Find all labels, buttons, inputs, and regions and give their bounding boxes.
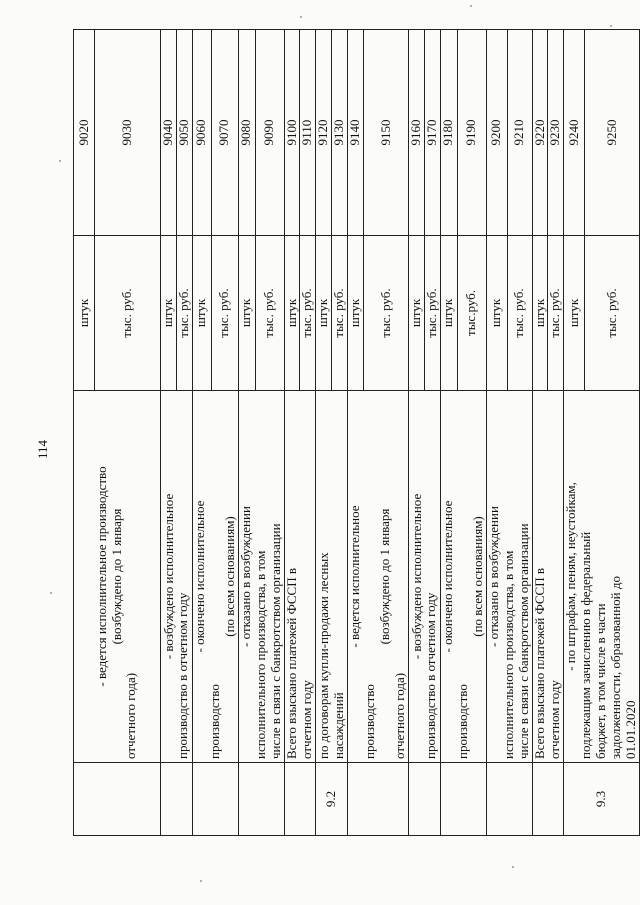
line-code-cell: 9040 [161,30,177,236]
table-row [161,30,177,836]
scan-speck [59,160,61,162]
description-line: (по всем основаниям) [221,516,237,637]
table-row [284,30,300,836]
table-row [316,30,332,836]
rotated-table-container [73,30,639,836]
description-line: числе в связи с банкротством организации [267,523,283,759]
section-number-cell [440,763,486,836]
line-code-cell: 9190 [457,30,486,236]
scan-speck [200,880,202,882]
section-number-cell [238,763,284,836]
scan-speck [610,25,612,27]
scan-speck [512,866,514,868]
section-number-cell [532,763,564,836]
unit-cell: штук [532,236,548,391]
indicator-description-cell [74,391,161,763]
line-code-cell: 9110 [300,30,316,236]
unit-cell: тыс. руб. [332,236,348,391]
unit-cell: штук [486,236,508,391]
section-number-cell [161,763,193,836]
description-line: - окончено исполнительное [439,500,455,653]
unit-cell: тыс. руб. [211,236,238,391]
line-code-cell: 9170 [424,30,440,236]
page-number: 114 [35,440,50,460]
unit-cell: тыс. руб. [176,236,192,391]
indicator-description-cell [409,391,441,763]
section-number-cell: 9.2 [316,763,348,836]
table-row [440,30,457,836]
scan-speck [50,592,52,594]
unit-cell: тыс. руб. [95,236,161,391]
description-line: - возбуждено исполнительное [160,493,176,660]
table-row [238,30,255,836]
line-code-cell: 9050 [176,30,192,236]
description-line: 01.01.2020 [623,700,639,759]
indicator-description-cell [192,391,238,763]
description-line: по договорам купли-продажи лесных [315,552,331,759]
description-line: отчетном году [546,680,562,759]
line-code-cell: 9140 [348,30,364,236]
description-line: - окончено исполнительное [191,500,207,653]
unit-cell: штук [161,236,177,391]
indicator-description-cell [238,391,284,763]
table-row [192,30,211,836]
section-number-cell [74,763,161,836]
description-line: Всего взыскано платежей ФССП в [532,567,547,759]
table-row [74,30,95,836]
description-line: отчетном году [298,680,314,759]
indicator-description-cell [532,391,564,763]
indicator-description-cell [284,391,316,763]
unit-cell: штук [192,236,211,391]
unit-cell: штук [564,236,585,391]
line-code-cell: 9020 [74,30,95,236]
unit-cell: штук [440,236,457,391]
table-row [532,30,548,836]
description-line: - возбуждено исполнительное [408,493,424,660]
line-code-cell: 9090 [256,30,284,236]
unit-cell: штук [238,236,255,391]
line-code-cell: 9160 [409,30,425,236]
section-number-cell [348,763,409,836]
description-line: (возбуждено до 1 января [108,508,124,645]
section-number-cell [486,763,532,836]
description-line: производство [362,684,378,759]
line-code-cell: 9030 [95,30,161,236]
unit-cell: тыс. руб. [585,236,640,391]
line-code-cell: 9250 [585,30,640,236]
scan-speck [300,16,302,18]
line-code-cell: 9200 [486,30,508,236]
description-line: Всего взыскано платежей ФССП в [284,567,299,759]
line-code-cell: 9230 [548,30,564,236]
unit-cell: тыс. руб. [548,236,564,391]
line-code-cell: 9120 [316,30,332,236]
description-line: производство в отчетном году [175,592,191,759]
indicator-description-cell [564,391,640,763]
indicator-description-cell [161,391,193,763]
line-code-cell: 9220 [532,30,548,236]
unit-cell: тыс. руб. [508,236,532,391]
unit-cell: тыс. руб. [364,236,409,391]
description-line: задолженности, образованной до [608,576,624,759]
section-number-cell [409,763,441,836]
description-line: отчетного года) [392,672,408,759]
line-code-cell: 9150 [364,30,409,236]
section-number-cell: 9.3 [564,763,640,836]
description-line: производство в отчетном году [423,592,439,759]
line-code-cell: 9070 [211,30,238,236]
line-code-cell: 9080 [238,30,255,236]
description-line: (возбуждено до 1 января [377,508,393,645]
description-line: - отказано в возбуждении [237,506,253,647]
line-code-cell: 9130 [332,30,348,236]
line-code-cell: 9180 [440,30,457,236]
unit-cell: штук [74,236,95,391]
line-code-cell: 9100 [284,30,300,236]
description-line: исполнительного производства, в том [500,550,516,759]
scan-speck [470,5,472,7]
unit-cell: тыс. руб. [424,236,440,391]
unit-cell: тыс.руб. [457,236,486,391]
unit-cell: штук [316,236,332,391]
table-row [409,30,425,836]
description-line: отчетного года) [123,672,139,759]
description-line: - ведется исполнительное [347,505,363,648]
description-line: насаждений [330,692,346,759]
description-line: бюджет, в том числе в части [593,603,609,759]
description-line: числе в связи с банкротством организации [515,523,531,759]
indicator-description-cell [486,391,532,763]
description-line: подлежащим зачислению в федеральный [578,531,594,759]
indicator-description-cell [348,391,409,763]
line-code-cell: 9060 [192,30,211,236]
description-line: - ведется исполнительное производство [93,466,109,687]
unit-cell: тыс. руб. [300,236,316,391]
section-number-cell [284,763,316,836]
table-row [486,30,508,836]
description-line: - отказано в возбуждении [485,506,501,647]
unit-cell: штук [409,236,425,391]
section-number-cell [192,763,238,836]
unit-cell: штук [348,236,364,391]
report-table [73,29,640,836]
description-line: - по штрафам, пеням, неустойкам, [563,482,579,671]
description-line: исполнительного производства, в том [252,550,268,759]
unit-cell: штук [284,236,300,391]
table-row [348,30,364,836]
description-line: производство [206,684,222,759]
indicator-description-cell [440,391,486,763]
line-code-cell: 9210 [508,30,532,236]
unit-cell: тыс. руб. [256,236,284,391]
description-line: (по всем основаниям) [469,516,485,637]
description-line: производство [454,684,470,759]
table-row [564,30,585,836]
line-code-cell: 9240 [564,30,585,236]
indicator-description-cell [316,391,348,763]
